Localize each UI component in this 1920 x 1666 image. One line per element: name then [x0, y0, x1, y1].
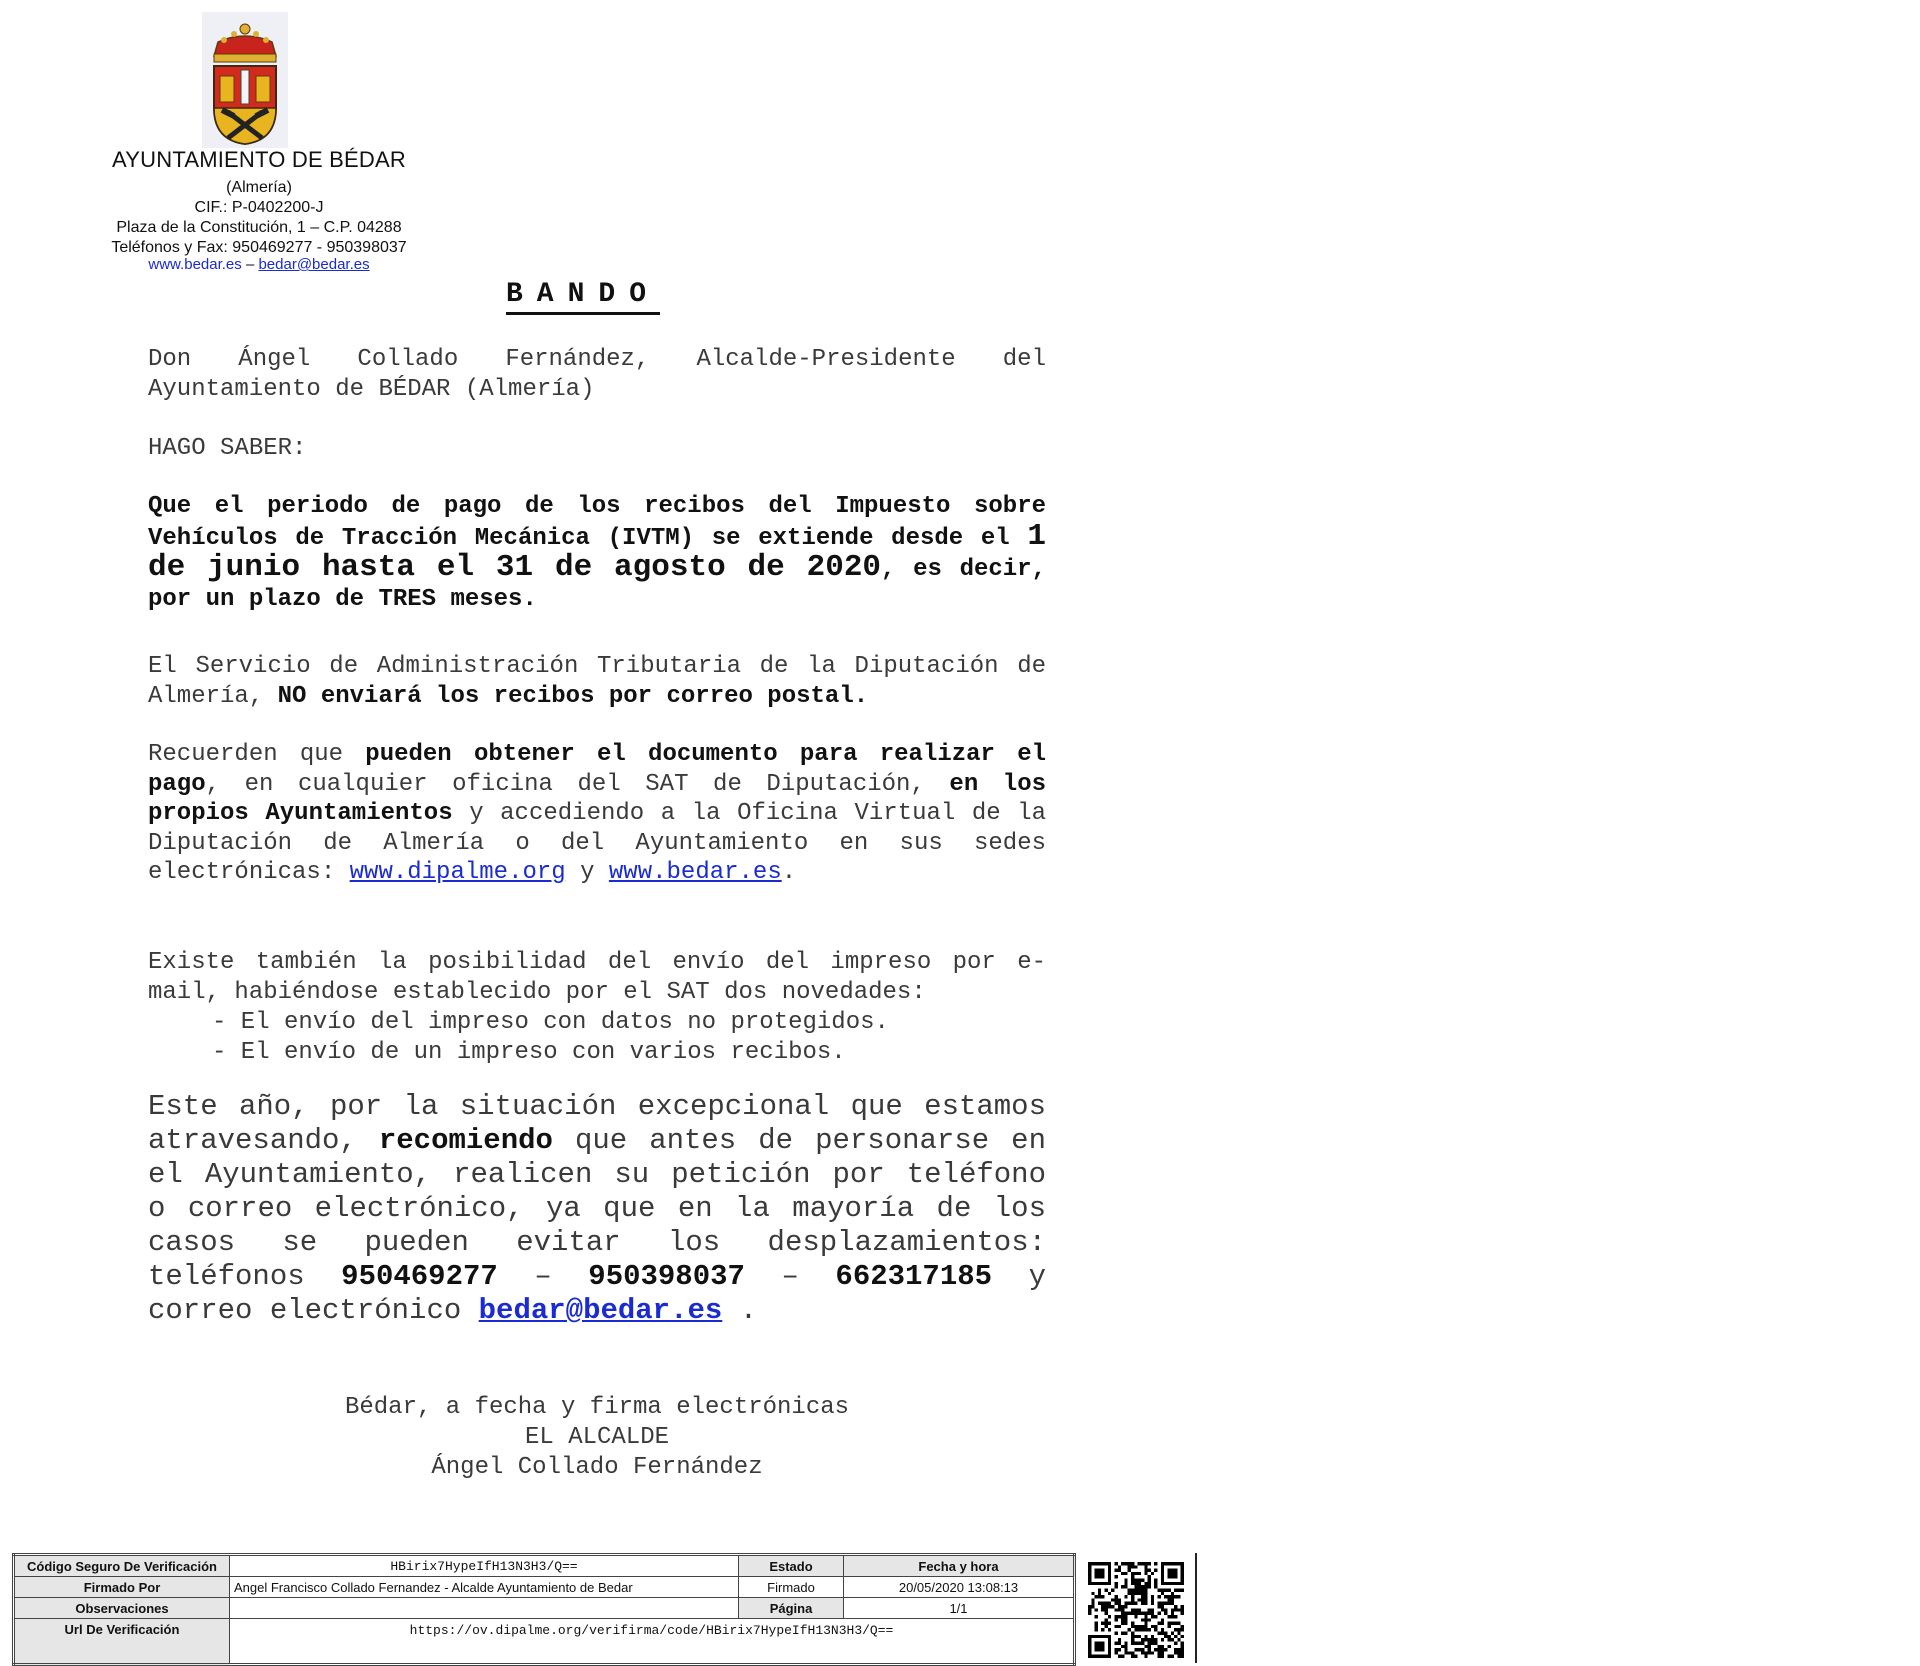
recommend-text-1: Este año, por la situación excepcional que estamos atravesando, — [148, 1090, 1046, 1157]
email-link[interactable]: bedar@bedar.es — [258, 256, 370, 273]
obtain-document-paragraph — [148, 740, 1046, 888]
coat-of-arms-icon — [202, 12, 288, 148]
phone-separator-1: – — [497, 1260, 589, 1293]
obtain-text-4: y — [565, 859, 609, 887]
recommendation-paragraph — [148, 1090, 1046, 1328]
signature-place-date: Bédar, a fecha y firma electrónicas — [344, 1394, 850, 1421]
firmado-value: Angel Francisco Collado Fernandez - Alcalde Ayuntamiento de Bedar — [230, 1577, 739, 1598]
signature-name: Ángel Collado Fernández — [431, 1454, 763, 1481]
contact-separator: – — [241, 256, 259, 273]
contact-email-link[interactable]: bedar@bedar.es — [478, 1294, 723, 1327]
csv-value: HBirix7HypeIfH13N3H3/Q== — [230, 1555, 739, 1577]
fecha-label: Fecha y hora — [844, 1555, 1075, 1577]
observaciones-label: Observaciones — [14, 1598, 230, 1619]
fecha-value: 20/05/2020 13:08:13 — [844, 1577, 1075, 1598]
organization-cif: CIF.: P-0402200-J — [194, 199, 324, 216]
phone-2: 950398037 — [588, 1260, 745, 1293]
bedar-link[interactable]: www.bedar.es — [608, 859, 782, 887]
pagina-label: Página — [739, 1598, 844, 1619]
organization-phones: Teléfonos y Fax: 950469277 - 950398037 — [111, 239, 407, 256]
verification-table — [12, 1553, 1076, 1666]
verification-row-obs — [14, 1598, 1075, 1619]
organization-name: AYUNTAMIENTO DE BÉDAR — [112, 147, 406, 172]
document-title: BANDO — [506, 278, 660, 315]
postal-notice-bold: NO enviará los recibos por correo postal. — [277, 682, 869, 710]
payment-period-text-2: , es decir, por un plazo de TRES meses. — [148, 556, 1046, 613]
signature-title: EL ALCALDE — [524, 1424, 670, 1451]
firmado-label: Firmado Por — [14, 1577, 230, 1598]
phone-1: 950469277 — [341, 1260, 498, 1293]
recommend-text-3: y correo electrónico — [148, 1260, 1047, 1327]
obtain-bold-2: en los propios Ayuntamientos — [148, 770, 1046, 828]
website-link[interactable]: www.bedar.es — [148, 256, 242, 273]
phone-separator-2: – — [744, 1260, 836, 1293]
payment-period-text-1: Que el periodo de pago de los recibos del Impuesto sobre Vehículos de Tracción Mecánica (IVTM) se extiende desde el — [148, 493, 1046, 552]
dipalme-link[interactable]: www.dipalme.org — [349, 859, 566, 887]
organization-province: (Almería) — [226, 179, 292, 196]
postal-notice-text: El Servicio de Administración Tributaria de la Diputación de Almería, — [148, 653, 1046, 710]
obtain-text-5: . — [781, 859, 797, 887]
intro-paragraph: Don Ángel Collado Fernández, Alcalde-Presidente del Ayuntamiento de BÉDAR (Almería) — [148, 346, 1046, 403]
url-label: Url De Verificación — [14, 1619, 230, 1665]
organization-address: Plaza de la Constitución, 1 – C.P. 04288 — [116, 219, 402, 236]
recommend-bold: recomiendo — [378, 1124, 553, 1157]
pagina-value: 1/1 — [844, 1598, 1075, 1619]
verification-row-csv — [14, 1555, 1075, 1577]
qr-code-icon — [1088, 1562, 1184, 1658]
csv-label: Código Seguro De Verificación — [14, 1555, 230, 1577]
bullet-item-2: - El envío de un impreso con varios recibos. — [212, 1039, 846, 1066]
organization-contact — [60, 256, 458, 273]
obtain-bold-1: pueden obtener el documento para realizar el pago — [148, 741, 1046, 798]
recommend-text-2: que antes de personarse en el Ayuntamiento, realicen su petición por teléfono o correo electrónico, ya que en la mayoría de los casos se pueden evitar los desplazamientos: teléfonos — [148, 1124, 1046, 1293]
verification-row-signed — [14, 1577, 1075, 1598]
payment-period-dates: 1 de junio hasta el 31 de agosto de 2020 — [148, 518, 1046, 586]
postal-notice-paragraph — [148, 652, 1046, 711]
obtain-text-2: , en cualquier oficina del SAT de Diputación, — [205, 770, 950, 798]
email-option-paragraph: Existe también la posibilidad del envío del impreso por e-mail, habiéndose establecido por el SAT dos novedades: — [148, 949, 1046, 1006]
footer-divider — [1195, 1553, 1197, 1663]
estado-label: Estado — [739, 1555, 844, 1577]
url-value[interactable]: https://ov.dipalme.org/verifirma/code/HBirix7HypeIfH13N3H3/Q== — [230, 1619, 1075, 1665]
obtain-text-3: y accediendo a la Oficina Virtual de la Diputación de Almería o del Ayuntamiento en sus sedes electrónicas: — [148, 800, 1047, 887]
observaciones-value — [230, 1598, 739, 1619]
bullet-item-1: - El envío del impreso con datos no protegidos. — [212, 1009, 889, 1036]
obtain-text-1: Recuerden que — [148, 741, 366, 768]
verification-row-url — [14, 1619, 1075, 1665]
estado-value: Firmado — [739, 1577, 844, 1598]
payment-period-paragraph — [148, 492, 1046, 614]
hago-saber-heading: HAGO SABER: — [148, 435, 307, 462]
phone-3: 662317185 — [835, 1260, 993, 1293]
recommend-text-4: . — [722, 1294, 758, 1327]
